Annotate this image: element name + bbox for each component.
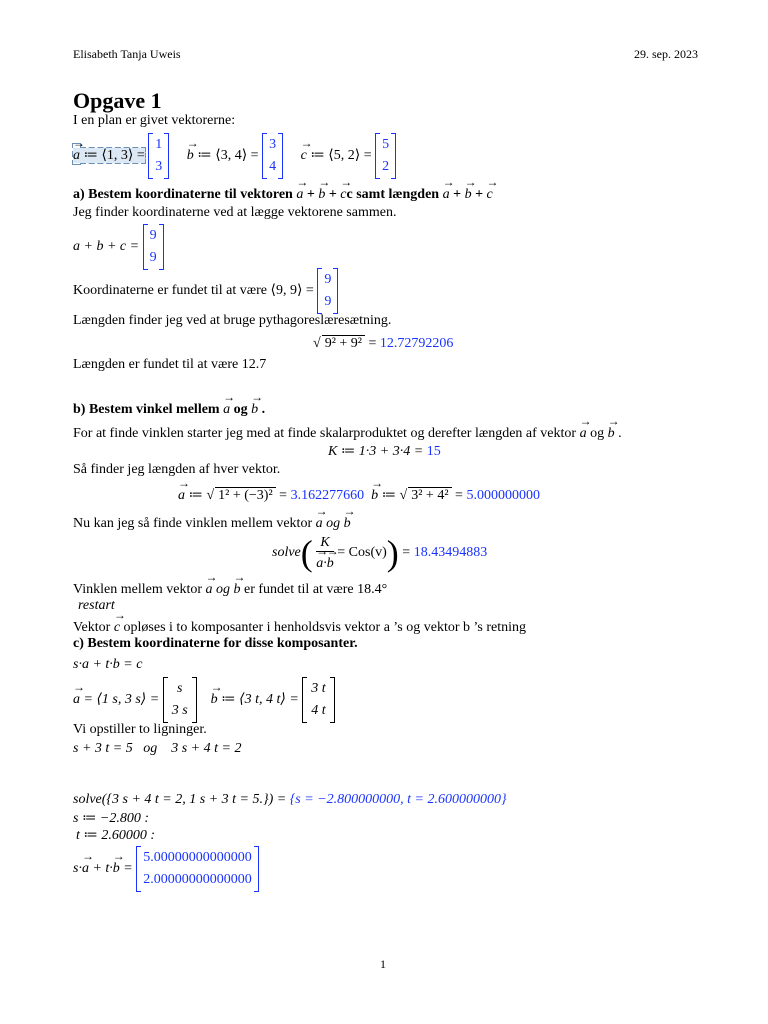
part-c-heading: c) Bestem koordinaterne for disse komposanter. xyxy=(73,636,358,651)
vector-b-matrix: 3 4 xyxy=(262,133,283,179)
vector-c-matrix: 5 2 xyxy=(375,133,396,179)
solve-angle: solve( K → a·→ b = Cos(v)) = 18.43494883 xyxy=(272,532,487,574)
s-assignment: s ≔ −2.800 : xyxy=(73,811,150,826)
vector-lengths: → a ≔ √ 1² + (−3)² = 3.162277660 → b ≔ √ 3² + 4² = 5.000000000 xyxy=(178,484,540,504)
decomposition-equation: s·a + t·b = c xyxy=(73,657,143,672)
part-b-heading: b) Bestem vinkel mellem → a og → b . xyxy=(73,398,265,418)
part-c-intro: Vektor → c opløses i to komposanter i henholdsvis vektor a ’s og vektor b ’s retning xyxy=(73,616,526,636)
solve-system: solve({3 s + 4 t = 2, 1 s + 3 t = 5.}) = {s = −2.800000000, t = 2.600000000} xyxy=(73,792,507,807)
vector-a-matrix: 1 3 xyxy=(148,133,169,179)
equations-text: Vi opstiller to ligninger. xyxy=(73,722,207,737)
coord-line: Koordinaterne er fundet til at være ⟨9, 9⟩ = 9 9 xyxy=(73,268,338,314)
dot-product: K ≔ 1·3 + 3·4 = 15 xyxy=(328,444,441,459)
part-a-heading: a) Bestem koordinaterne til vektoren → a + → b + → cc samt længden → a + → b + → c xyxy=(73,183,493,203)
vector-a-def[interactable]: → a ≔ ⟨1, 3⟩ = xyxy=(73,148,145,163)
equations: s + 3 t = 5 og 3 s + 4 t = 2 xyxy=(73,741,242,756)
part-b-text3: Nu kan jeg så finde vinklen mellem vektor → a og → b xyxy=(73,512,351,532)
restart-command[interactable]: restart xyxy=(78,598,115,613)
page-number: 1 xyxy=(380,957,386,971)
length-text: Længden finder jeg ved at bruge pythagoreslæresætning. xyxy=(73,313,392,328)
header-author: Elisabeth Tanja Uweis xyxy=(73,47,181,61)
vector-b-def: → b ≔ ⟨3, 4⟩ = xyxy=(187,148,259,163)
intro-text: I en plan er givet vektorerne: xyxy=(73,113,236,128)
page-title: Opgave 1 xyxy=(73,88,162,113)
part-b-text2: Så finder jeg længden af hver vektor. xyxy=(73,462,281,477)
component-defs: → a = ⟨1 s, 3 s⟩ = s 3 s → b ≔ ⟨3 t, 4 t⟩ = 3 t 4 t xyxy=(73,677,335,723)
part-a-text: Jeg finder koordinaterne ved at lægge vektorene sammen. xyxy=(73,205,397,220)
part-b-text1: For at finde vinklen starter jeg med at finde skalarproduktet og derefter længden af vektor → a og → b . xyxy=(73,422,622,442)
angle-found: Vinklen mellem vektor → a og → b er fundet til at være 18.4° xyxy=(73,578,387,598)
length-found: Længden er fundet til at være 12.7 xyxy=(73,357,267,372)
header-date: 29. sep. 2023 xyxy=(634,47,698,61)
final-result: s·→ a + t·→ b = 5.00000000000000 2.00000000000000 xyxy=(73,846,259,892)
vector-definitions xyxy=(73,133,396,179)
length-equation: √ 9² + 9² = 12.72792206 xyxy=(313,336,454,351)
vector-c-def: → c ≔ ⟨5, 2⟩ = xyxy=(301,148,372,163)
t-assignment: t ≔ 2.60000 : xyxy=(76,828,156,843)
sum-equation: a + b + c = 9 9 xyxy=(73,224,164,270)
